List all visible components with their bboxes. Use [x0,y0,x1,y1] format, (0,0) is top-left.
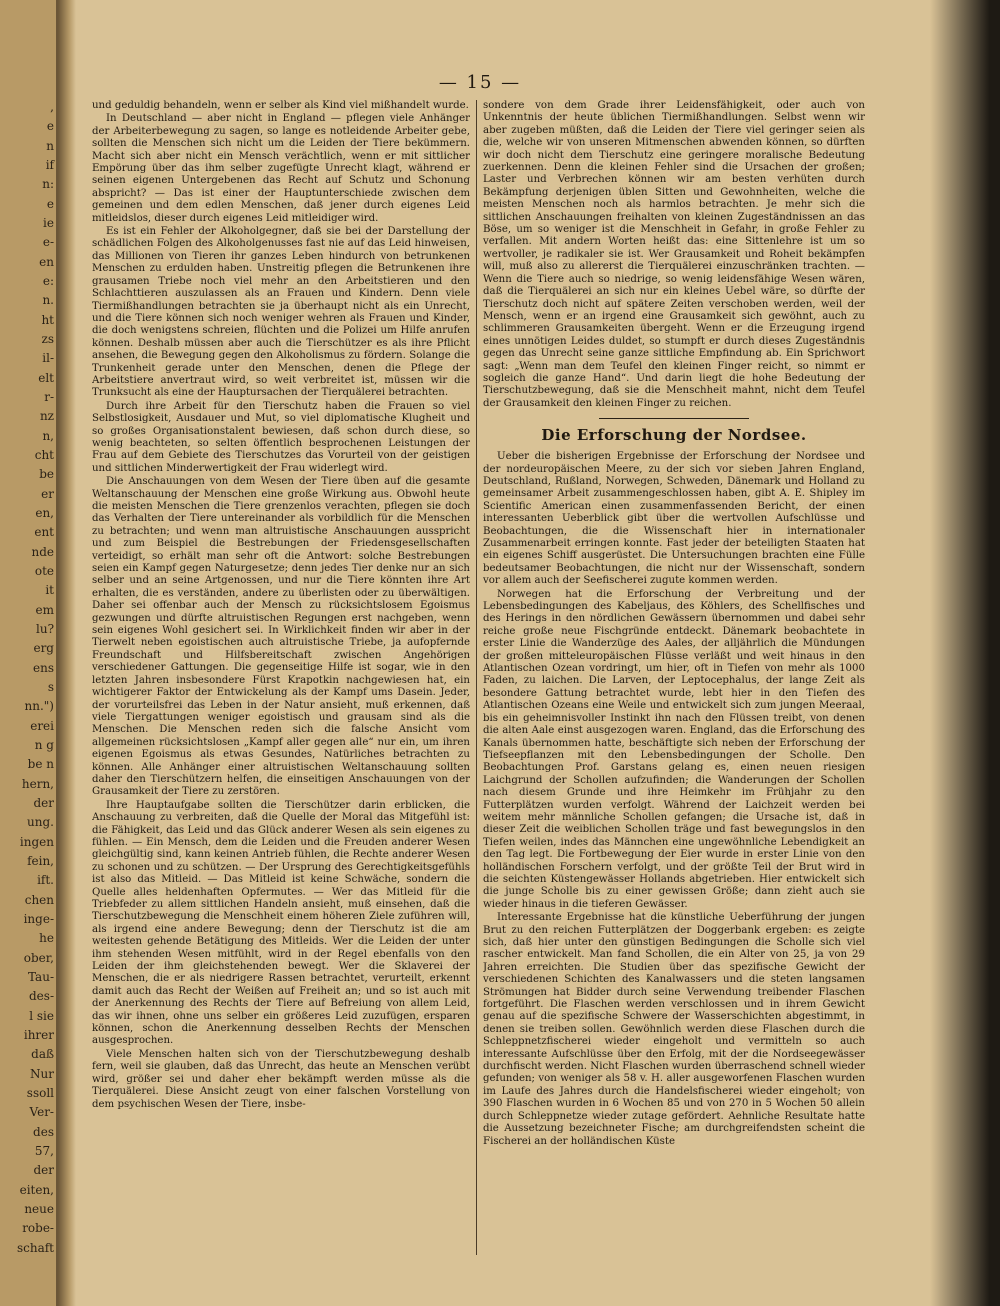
left-paragraph: Viele Menschen halten sich von der Tierschutzbewegung deshalb fern, weil sie glauben, daß das Unrecht, das heute an Menschen verübt wird, größer sei und daher eher bekämpft werden müsse als die Tierquälerei. Diese Ansicht zeugt von einer falschen Vorstellung von dem psychischen Wesen der Tiere, insbe- [92,1048,470,1110]
left-paragraph: Es ist ein Fehler der Alkoholgegner, daß sie bei der Darstellung der schädlichen Folgen des Alkoholgenusses fast nie auf das Leid hinweisen, das Millionen von Tieren ihr ganzes Leben hindurch von betrunkenen Menschen zu erdulden haben. Unstreitig pflegen die Betrunkenen ihre grausamen Triebe noch viel mehr an den Arbeitstieren und den Schlachttieren auszulassen als an Frauen und Kindern. Denn viele Tiermißhandlungen betrachten sie ja überhaupt nicht als ein Unrecht, und die Tiere können sich noch weniger wehren als Frauen und Kinder, die doch wenigstens schreien, flüchten und die Polizei um Hilfe anrufen können. Deshalb müssen aber auch die Tierschützer es als ihre Pflicht ansehen, die Bewegung gegen den Alkoholismus zu fördern. Solange die Trunkenheit gerade unter den Menschen, denen die Pflege der Arbeitstiere anvertraut wird, so weit verbreitet ist, müssen wir die Trunksucht als eine der Hauptursachen der Tierquälerei betrachten. [92,226,470,399]
page-binding-shadow [58,0,76,1306]
margin-text-fragment: 57, [34,1144,54,1158]
margin-text-fragment: n. [42,293,54,308]
margin-text-fragment: robe- [22,1221,54,1236]
margin-text-fragment: be [39,467,54,482]
page-number: — 15 — [438,72,522,93]
margin-text-fragment: ift. [37,873,54,888]
margin-text-fragment: n g [34,738,54,752]
left-paragraph: Durch ihre Arbeit für den Tierschutz haben die Frauen so viel Selbstlosigkeit, Ausdauer und Mut, so viel diplomatische Klugheit und so großes Organisationstalent bewiesen, daß schon durch diese, so wenig beachteten, so selten öffentlich besprochenen Leistungen der Frau auf dem Gebiete des Tierschutzes das Vorurteil von der geistigen und sittlichen Minderwertigkeit der Frau widerlegt wird. [92,400,470,474]
margin-text-fragment: n, [42,428,54,443]
margin-text-fragment: it [45,583,54,598]
margin-text-fragment: e: [42,274,54,288]
column-divider [476,100,477,1255]
margin-text-fragment: ober, [23,950,54,965]
margin-text-fragment: chen [24,892,54,907]
margin-text-fragment: erg [33,641,54,656]
article-paragraph: Norwegen hat die Erforschung der Verbreitung und der Lebensbedingungen des Kabeljaus, des Köhlers, des Schellfisches und des Herings in den nördlichen Gewässern übernommen und dabei sehr reiche große neue Fischgründe entdeckt. Dänemark beobachtete in erster Linie die Wanderzüge des Aales, der alljährlich die Mündungen der großen mitteleuropäischen Flüsse verläßt und weit hinaus in den Atlantischen Ozean vordringt, um hier, oft in Tiefen von mehr als 1000 Faden, zu laichen. Die Larven, der Leptocephalus, der lange Zeit als besondere Gattung betrachtet wurde, lebt hier in den Tiefen des Atlantischen Ozeans eine Weile und entwickelt sich zum jungen Meeraal, bis ein geheimnisvoller Instinkt ihn nach den Flüssen treibt, von denen die alten Aale einst ausgezogen waren. England, das die Erforschung des Kanals übernommen hatte, beschäftigte sich neben der Erforschung der Tiefseepflanzen mit den Lebensbedingungen der Scholle. Den Beobachtungen Prof. Garstans gelang es, einen neuen riesigen Laichgrund der Schollen aufzufinden; die Wanderungen der Schollen nach diesem Grunde und ihre Heimkehr im Frühjahr zu den Futterplätzen wurden verfolgt. Während der Laichzeit werden bei weitem mehr männliche Schollen gefangen; die Ursache ist, daß in dieser Zeit die weiblichen Schollen träge und fast bewegungslos in den Tiefen weilen, indes das Männchen eine ungewöhnliche Lebendigkeit an den Tag legt. Die Fortbewegung der Eier wurde in erster Linie von den holländischen Forschern verfolgt, und der größte Teil der Brut wird in die seichten Küstengewässer Hollands abgetrieben. Hier entwickelt sich die junge Scholle bis zu einer gewissen Größe; dann zieht auch sie wieder hinaus in die tieferen Gewässer. [483,588,865,910]
margin-text-fragment: elt [38,370,54,385]
right-paragraph: sondere von dem Grade ihrer Leidensfähigkeit, oder auch von Unkenntnis der heute üblichen Tiermißhandlungen. Selbst wenn wir aber zugeben müßten, daß die Leiden der Tiere viel geringer seien als die, welche wir von unseren Mitmenschen abwenden können, so dürften wir doch nicht dem Tierschutz eine geringere moralische Bedeutung zuerkennen. Denn die kleinen Fehler sind die Ursachen der großen; Laster und Verbrechen können wir am besten verhüten durch Bekämpfung derjenigen üblen Sitten und Gewohnheiten, welche die meisten Menschen noch als harmlos betrachten. Je mehr sich die sittlichen Anschauungen freihalten von kleinen Zugeständnissen an das Böse, um so weniger ist die Menschheit in Gefahr, in große Fehler zu verfallen. Mit andern Worten heißt das: eine Sittenlehre ist um so wertvoller, je radikaler sie ist. Wer Grausamkeit und Roheit bekämpfen will, muß also zu allererst die Tierquälerei einzuschränken trachten. — Wenn die Tiere auch so niedrige, so wenig leidensfähige Wesen wären, daß die Tierquälerei an sich nur ein kleines Uebel wäre, so dürfte der Tierschutz doch nicht auf spätere Zeiten verschoben werden, weil der Mensch, wenn er an irgend eine Grausamkeit sich gewöhnt, auch zu schlimmeren Grausamkeiten übergeht. Wenn er die Erzeugung irgend eines unnötigen Leides duldet, so stumpft er durch dieses Zugeständnis gegen das Unrecht seine ganze sittliche Empfindung ab. Ein Sprichwort sagt: „Wenn man dem Teufel den kleinen Finger reicht, so nimmt er sogleich die ganze Hand“. Und darin liegt die hohe Bedeutung der Tierschutzbewegung, daß sie die Menschheit mahnt, nicht dem Teufel der Grausamkeit den kleinen Finger zu reichen. [483,100,865,409]
margin-text-fragment: ie [43,216,54,230]
margin-text-fragment: des [33,1124,54,1139]
margin-text-fragment: en, [35,506,54,520]
margin-text-fragment: Nur [30,1066,54,1081]
article-paragraph: Ueber die bisherigen Ergebnisse der Erforschung der Nordsee und der nordeuropäischen Meere, zu der sich vor sieben Jahren England, Deutschland, Rußland, Norwegen, Schweden, Dänemark und Holland zu gemeinsamer Arbeit zusammengeschlossen haben, gibt A. E. Shipley im Scientific American einen zusammenfassenden Bericht, der einen interessanten Ueberblick gibt über die wertvollen Aufschlüsse und Beobachtungen, die die Wissenschaft hier in internationaler Zusammenarbeit erringen konnte. Fast jeder der beteiligten Staaten hat ein eigenes Schiff ausgerüstet. Die Untersuchungen brachten eine Fülle bedeutsamer Beobachtungen, die nicht nur der Wissenschaft, sondern vor allem auch der Seefischerei zugute kommen werden. [483,451,865,587]
margin-text-fragment: ingen [19,834,54,849]
left-paragraph: In Deutschland — aber nicht in England — pflegen viele Anhänger der Arbeiterbewegung zu sagen, so lange es notleidende Arbeiter gebe, sollten die Menschen sich nicht um die Leiden der Tiere bekümmern. Macht sich aber nicht ein Mensch verächtlich, wenn er mit sittlicher Empörung über das ihm selber zugefügte Unrecht klagt, während er seinen eigenen Untergebenen das Recht auf Schutz und Schonung abspricht? — Das ist einer der Hauptunterschiede zwischen dem gemeinen und dem edlen Menschen, daß jener durch eigenes Leid mitleidslos, dieser durch eigenes Leid mitleidiger wird. [92,113,470,224]
margin-text-fragment: be n [27,757,54,772]
margin-text-fragment: ssoll [26,1086,54,1100]
margin-text-fragment: inge- [23,912,54,926]
margin-text-fragment: ote [34,564,54,578]
left-paragraph: Ihre Hauptaufgabe sollten die Tierschützer darin erblicken, die Anschauung zu verbreiten, daß die Quelle der Moral das Mitgefühl ist: die Fähigkeit, das Leid und das Glück anderer Wesen als sein eigenes zu fühlen. — Ein Mensch, dem die Leiden und die Freuden anderer Wesen gleichgültig sind, kann keinen Antrieb fühlen, die Rechte anderer Wesen zu schonen und zu schützen. — Der Ursprung des Gerechtigkeitsgefühls ist also das Mitleid. — Das Mitleid ist keine Schwäche, sondern die Quelle alles heldenhaften Opfermutes. — Wer das Mitleid für die Triebfeder zu allem sittlichen Handeln ansieht, muß einsehen, daß die Tierschutzbewegung die Menschheit einem höheren Ziele zuführen will, als irgend eine andere Bewegung; denn der Tierschutz ist die am weitesten gehende Betätigung des Mitleids. Wer die Leiden der unter ihm stehenden Wesen mitfühlt, wird in der Regel ebenfalls von den Leiden der ihm gleichstehenden bewegt. Wer die Sklaverei der Menschen, die er als niedrigere Rassen betrachtet, verurteilt, erkennt damit auch das Recht der Weißen auf Freiheit an; und so ist auch mit der Anerkennung des Rechts der Tiere auf Befreiung von allem Leid, das wir ihnen, ohne uns selber ein größeres Leid zuzufügen, ersparen können, schon die Anerkennung desselben Rechts der Menschen ausgesprochen. [92,799,470,1047]
margin-text-fragment: s [47,680,54,694]
margin-text-fragment: der [33,1163,54,1178]
margin-text-fragment: e [46,119,54,134]
margin-text-fragment: nz [39,409,54,424]
margin-text-fragment: Ver- [29,1105,54,1120]
margin-text-fragment: ihrer [23,1028,54,1042]
margin-text-fragment: il- [42,351,54,366]
margin-text-fragment: en [39,254,54,269]
left-column [92,100,470,1260]
left-paragraph: Die Anschauungen von dem Wesen der Tiere üben auf die gesamte Weltanschauung der Menschen eine große Wirkung aus. Obwohl heute die meisten Menschen die Tiere grenzenlos verachten, pflegen sie doch das Verhalten der Tiere untereinander als vorbildlich für die Menschen zu betrachten; und wenn man altruistische Anschauungen ausspricht und zum Beispiel die Bestrebungen der Friedensgesellschaften verteidigt, so erhält man sehr oft die Antwort: solche Bestrebungen seien ein Kampf gegen Naturgesetze; denn jedes Tier denke nur an sich selber und an seine Artgenossen, und nur die Tiere könnten ihre Art erhalten, die es verständen, andere zu überlisten oder zu überwältigen. Daher sei offenbar auch der Mensch zu rücksichtslosem Egoismus gezwungen und dürfte altruistischen Regungen erst nachgeben, wenn sein eigenes Wohl gesichert sei. In Wirklichkeit finden wir aber in der Tierwelt neben egoistischen auch altruistische Triebe, ja aufopfernde Freundschaft und Hilfsbereitschaft zwischen Angehörigen verschiedener Gattungen. Die gegenseitige Hilfe ist sogar, wie in den letzten Jahren insbesondere Fürst Krapotkin nachgewiesen hat, ein wichtigerer Faktor der Entwickelung als der Kampf ums Dasein. Jeder, der vorurteilsfrei das Leben in der Natur ansieht, muß erkennen, daß viele Tiergattungen weniger egoistisch und grausam sind als die Menschen. Die Menschen reden sich die falsche Ansicht vom allgemeinen rücksichtslosen „Kampf aller gegen alle“ nur ein, um ihren eigenen Egoismus als etwas Gesundes, Natürliches betrachten zu können. Alle Anhänger einer altruistischen Weltanschauung sollten daher den Tierschützern helfen, die einseitigen Anschauungen von der Grausamkeit der Tiere zu zerstören. [92,476,470,798]
margin-text-fragment: neue [24,1202,54,1216]
margin-text-fragment: e- [42,235,54,250]
margin-text-fragment: Tau- [27,970,54,984]
margin-text-fragment: n [46,138,54,153]
margin-text-fragment: eiten, [19,1182,54,1197]
margin-text-fragment: ht [41,312,54,327]
margin-text-fragment: ent [34,525,54,540]
margin-text-fragment: if [45,158,54,172]
margin-text-fragment: erei [30,718,54,733]
margin-text-fragment: ens [33,660,54,675]
margin-text-fragment: zs [41,332,54,346]
left-paragraph: und geduldig behandeln, wenn er selber als Kind viel mißhandelt wurde. [92,100,469,111]
margin-text-fragment: e [46,196,54,211]
margin-text-fragment: cht [34,448,54,462]
right-column [483,100,865,1260]
margin-text-fragment: daß [31,1047,54,1062]
margin-text-fragment: hern, [21,776,54,791]
article-paragraph: Interessante Ergebnisse hat die künstliche Ueberführung der jungen Brut zu den reichen Futterplätzen der Doggerbank ergeben: es zeigte sich, daß hier unter den günstigen Bedingungen die Scholle sich viel rascher entwickelt. Man fand Schollen, die ein Alter von 25, ja von 29 Jahren erreichten. Die Studien über das spezifische Gewicht der verschiedenen Schichten des Kanalwassers und die steten langsamen Strömungen hat Bidder durch seine Verwendung treibender Flaschen fortgeführt. Die Flaschen werden verschlossen und in ihrem Gewicht genau auf die spezifische Schwere der Wasserschichten abgestimmt, in denen sie treiben sollen. Gewöhnlich werden diese Flaschen durch die Schleppnetzfischerei wieder eingeholt und vermitteln so auch interessante Aufschlüsse über den Erfolg, mit der die Nordseegewässer durchfischt werden. Nicht Flaschen wurden überraschend schnell wieder gefunden; von weniger als 58 v. H. aller ausgeworfenen Flaschen wurden im Laufe des Jahres durch die Handelsfischerei wieder eingeholt; von 390 Flaschen wurden in 6 Wochen 85 und von 270 in 5 Wochen 50 allein durch Schleppnetze wieder zutage gefördert. Aehnliche Resultate hatte die Aussetzung bezeichneter Fische; am durchgreifendsten scheint die Fischerei an der holländischen Küste [483,912,865,1147]
article-title: Die Erforschung der Nordsee. [541,426,807,445]
article-separator [599,418,749,419]
margin-text-fragment: er [41,486,54,501]
margin-text-fragment: lu? [36,622,54,636]
margin-text-fragment: r- [44,390,54,404]
margin-text-fragment: he [39,931,54,946]
margin-text-fragment: ung. [27,815,54,830]
margin-text-fragment: fein, [27,854,54,868]
margin-text-fragment: der [33,796,54,810]
scan-background-edge [930,0,1000,1306]
margin-text-fragment: nn.") [24,699,54,714]
previous-page-margin [0,0,58,1306]
margin-text-fragment: , [50,100,54,114]
margin-text-fragment: des- [29,989,54,1004]
margin-text-fragment: nde [31,544,54,559]
margin-text-fragment: n: [42,177,54,192]
margin-text-fragment: l sie [29,1008,54,1023]
margin-text-fragment: em [35,602,54,617]
margin-text-fragment: schaft [16,1240,54,1255]
